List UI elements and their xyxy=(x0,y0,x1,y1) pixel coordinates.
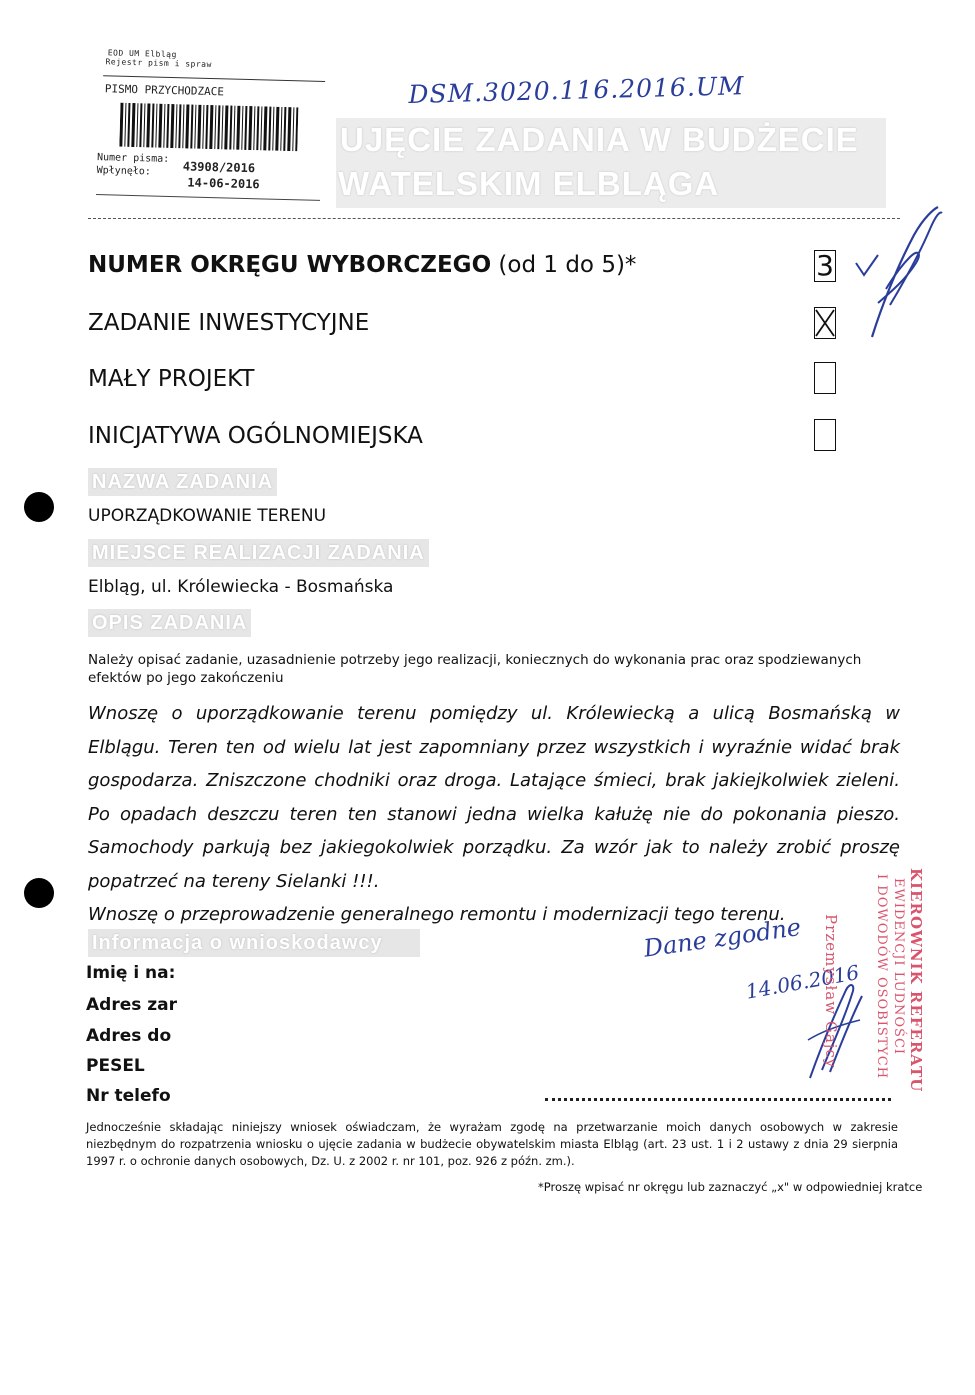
handwritten-reference: DSM.3020.116.2016.UM xyxy=(408,71,745,109)
barcode xyxy=(119,103,298,152)
applicant-address-label: Adres zar xyxy=(86,995,178,1015)
punch-hole-mark xyxy=(24,492,54,522)
handwritten-note: Dane zgodne xyxy=(642,912,803,963)
small-project-checkbox[interactable] xyxy=(814,362,836,394)
stamp-bottom-rule xyxy=(96,194,320,201)
applicant-phone-label: Nr telefo xyxy=(86,1086,171,1106)
header-divider xyxy=(88,218,900,219)
small-project-label: MAŁY PROJEKT xyxy=(88,366,255,392)
red-stamp-line-2: EWIDENCJI LUDNOŚCI xyxy=(891,878,906,1056)
description-paragraph: Wnoszę o uporządkowanie terenu pomiędzy ul. Królewiecką a ulicą Bosmańską w Elblągu. Teren ten od wielu lat jest zapomniany przez wszystkich i wyraźnie widać brak gospodarza. Zniszczone chodniki oraz droga. Latające śmieci, brak jakiejkolwiek zieleni. Po opadach deszczu teren ten stanowi jedna wielka kałużę nie do pokonania pieszo. Samochody parkują bez jakiegokolwiek porządku. Za wzór jak to należy zrobić proszę popatrzeć na tereny Sielanki !!!. xyxy=(88,703,900,892)
punch-hole-mark xyxy=(24,878,54,908)
red-stamp-line-1: KIEROWNIK REFERATU xyxy=(907,868,925,1093)
checkbox-x-mark-icon xyxy=(815,308,835,338)
stamp-received-label: Wpłynęło: xyxy=(96,165,152,178)
section-place: MIEJSCE REALIZACJI ZADANIA xyxy=(88,539,429,567)
description-body xyxy=(88,697,900,932)
district-label-rest: (od 1 do 5)* xyxy=(491,252,637,278)
handwritten-date: 14.06.2016 xyxy=(744,960,861,1004)
stamp-doc-type: PISMO PRZYCHODZACE xyxy=(104,82,225,99)
title-banner xyxy=(336,118,886,208)
stamp-number-value: 43908/2016 xyxy=(182,159,256,176)
task-name-value: UPORZĄDKOWANIE TERENU xyxy=(88,506,327,526)
registry-stamp xyxy=(92,44,328,208)
footnote: *Proszę wpisać nr okręgu lub zaznaczyć „x" w odpowiedniej kratce xyxy=(538,1180,923,1194)
stamp-divider xyxy=(103,75,325,82)
stamp-received-value: 14-06-2016 xyxy=(187,175,260,192)
stamp-number-label: Numer pisma: xyxy=(96,152,170,165)
district-number-value: 3 xyxy=(816,249,834,282)
consent-statement: Jednocześnie składając niniejszy wniosek oświadczam, że wyrażam zgodę na przetwarzanie moich danych osobowych w zakresie niezbędnym do rozpatrzenia wniosku o ujęcie zadania w budżecie obywatelskim miasta Elbląg (art. 23 ust. 1 i 2 ustawy z dnia 29 sierpnia 1997 r. o ochronie danych osobowych, Dz. U. z 2002 r. nr 101, poz. 926 z późn. zm.). xyxy=(86,1120,898,1168)
section-applicant: Informacja o wnioskodawcy xyxy=(88,929,420,957)
applicant-mail-address-label: Adres do xyxy=(86,1026,172,1046)
red-stamp-line-4: Przemysław Gajcy xyxy=(822,914,840,1069)
district-label-bold: NUMER OKRĘGU WYBORCZEGO xyxy=(88,252,492,278)
section-description: OPIS ZADANIA xyxy=(88,609,251,637)
investment-checkbox[interactable] xyxy=(814,307,836,339)
applicant-pesel-label: PESEL xyxy=(86,1056,145,1076)
citywide-label: INICJATYWA OGÓLNOMIEJSKA xyxy=(88,423,423,449)
red-stamp-line-3: I DOWODÓW OSOBISTYCH xyxy=(874,874,889,1080)
banner-line-1: UJĘCIE ZADANIA W BUDŻECIE xyxy=(340,121,859,158)
citywide-checkbox[interactable] xyxy=(814,419,836,451)
stamp-registry: Rejestr pism i spraw xyxy=(105,57,212,70)
place-value: Elbląg, ul. Królewiecka - Bosmańska xyxy=(88,577,394,597)
stamp-office: EOD UM Elbląg xyxy=(107,48,177,60)
district-row-label xyxy=(88,252,636,278)
signature-line xyxy=(545,1098,891,1101)
description-paragraph: Wnoszę o przeprowadzenie generalnego remontu i modernizacji tego terenu. xyxy=(88,904,786,925)
description-instructions: Należy opisać zadanie, uzasadnienie potrzeby jego realizacji, koniecznych do wykonania prac oraz spodziewanych efektów po jego zakończeniu xyxy=(88,652,862,686)
section-task-name: NAZWA ZADANIA xyxy=(88,468,277,496)
district-number-box[interactable] xyxy=(814,250,836,282)
approval-signature-icon xyxy=(852,205,947,340)
banner-line-2: WATELSKIM ELBLĄGA xyxy=(338,165,720,202)
investment-label: ZADANIE INWESTYCYJNE xyxy=(88,310,370,336)
applicant-name-label: Imię i na: xyxy=(86,963,176,983)
